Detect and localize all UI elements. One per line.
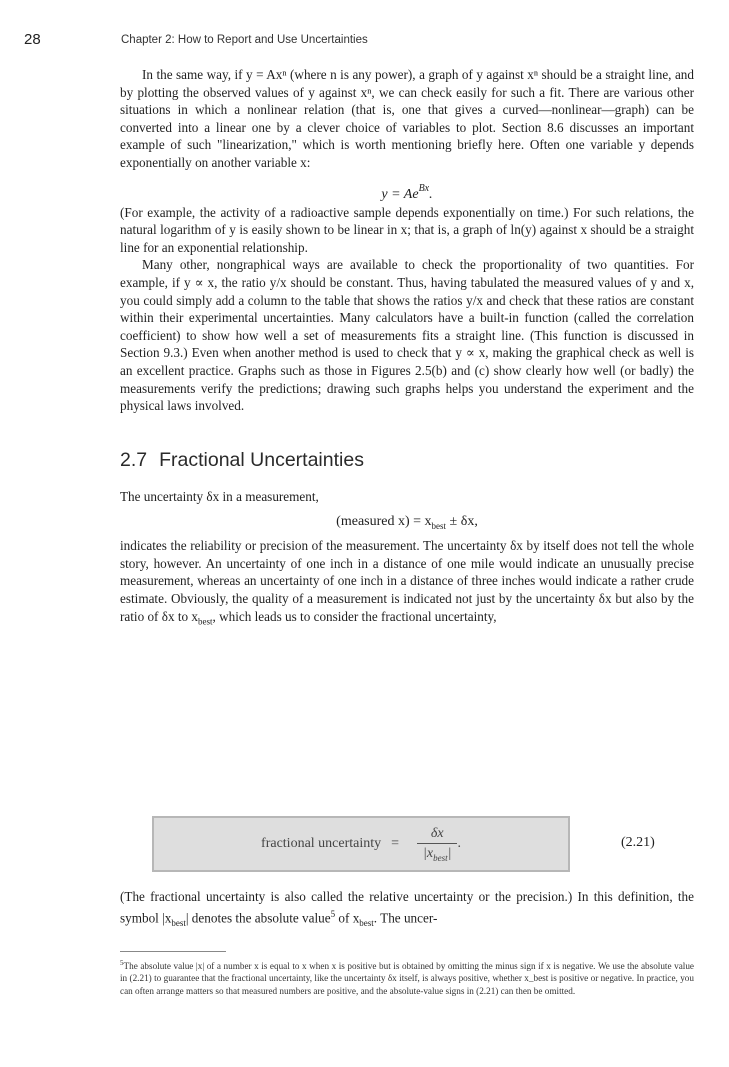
fraction-denominator: $|x_{best}|$ bbox=[423, 845, 452, 863]
running-head: Chapter 2: How to Report and Use Uncertainties bbox=[121, 34, 368, 46]
equation-number: (2.21) bbox=[621, 835, 655, 850]
fraction-numerator: δx bbox=[430, 825, 444, 841]
equation-fraction bbox=[417, 826, 457, 863]
paragraph-relative-uncertainty: (The fractional uncertainty is also called the relative uncertainty or the precision.) In this definition, the symbol $|x_{best}|$ denotes the absolute value$^5$ of $x_{best}$. The uncer- bbox=[120, 889, 694, 928]
paragraph-linear-graph: In the same way, if y = Axⁿ (where n is any power), a graph of y against xⁿ should be a straight line, and by plotting the observed values of y against xⁿ, we can check easily for such a fit. There are various other situations in which a nonlinear relation (that is, one that gives a curved—nonlinear—graph) can be converted into a linear one by a clever choice of variables to plot. Section 8.6 discusses an important example of such "linearization," which is worth mentioning briefly here. Often one variable y depends exponentially on another variable x: bbox=[120, 67, 694, 170]
paragraph-exponential: (For example, the activity of a radioactive sample depends exponentially on time.) For such relations, the natural logarithm of y is easily shown to be linear in x; that is, a graph of ln(y) against x should be a straight line for an exponential relationship. bbox=[120, 204, 694, 255]
footnote-mark: 5 bbox=[120, 959, 124, 967]
page-number: 28 bbox=[24, 31, 41, 48]
page-header bbox=[24, 31, 669, 51]
footnote-divider bbox=[120, 951, 226, 952]
paragraph-proportionality: Many other, nongraphical ways are available to check the proportionality of two quantities. For example, if y ∝ x, the ratio y/x should be constant. Thus, having tabulated the measured values of y and x, you could simply add a column to the table that shows the ratios y/x and check that these ratios are constant within their experimental uncertainties. Many calculators have a built-in function (called the correlation coefficient) to show how well a set of measurements fits a straight line. (This function is discussed in Section 9.3.) Even when another method is used to check that y ∝ x, making the graphical check as well is an excellent practice. Graphs such as those in Figures 2.5(b) and (c) show clearly how well (or badly) the measurements verify the predictions; drawing such graphs helps you understand the experiment and the physical laws involved. bbox=[120, 257, 694, 414]
closing-column bbox=[120, 888, 694, 932]
footnote-reference: 5 bbox=[330, 908, 336, 919]
paragraph-precision: indicates the reliability or precision of the measurement. The uncertainty δx by itself does not tell the whole story, however. An uncertainty of one inch in a distance of one mile would indicate an unusually precise measurement, whereas an uncertainty of one inch in a distance of three inches would indicate a rather crude estimate. Obviously, the quality of a measurement is indicated not just by the uncertainty δx but also by the ratio of δx to $x_{best}$, which leads us to consider the fractional uncertainty, bbox=[120, 538, 694, 627]
section-heading bbox=[120, 449, 694, 472]
footnote bbox=[120, 957, 694, 997]
equation-2-21-box bbox=[152, 816, 570, 872]
section-number: 2.7 bbox=[120, 448, 148, 471]
equation-exponential: $y = Ae^{Bx}$. bbox=[381, 182, 433, 202]
paragraph-uncertainty-intro: The uncertainty δx in a measurement, bbox=[120, 488, 319, 504]
section-title: Fractional Uncertainties bbox=[159, 448, 364, 471]
equation-measured: (measured $x) = x_{best} \pm \delta x$, bbox=[336, 514, 478, 532]
footnote-text: The absolute value |x| of a number x is equal to x when x is positive but is obtained by omitting the minus sign if x is negative. We use the absolute value in (2.21) to guarantee that the fractional uncertainty, like the uncertainty δx itself, is always positive, whether x_best is positive or negative. In practice, you can often arrange matters so that measured numbers are positive, and the absolute-value signs in (2.21) can then be omitted. bbox=[120, 961, 694, 996]
equation-equals: = bbox=[391, 836, 400, 851]
equation-trailing-period: . bbox=[457, 836, 461, 851]
equation-label: fractional uncertainty bbox=[261, 836, 382, 851]
main-column bbox=[120, 66, 694, 631]
